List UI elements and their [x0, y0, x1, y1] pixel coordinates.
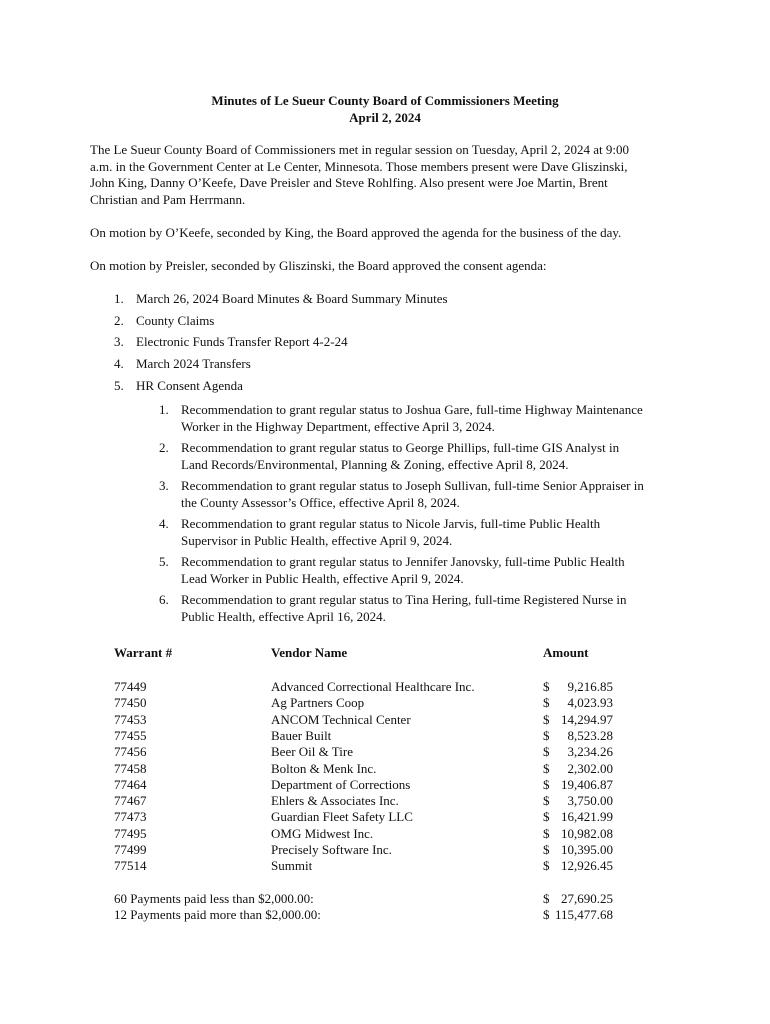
intro-line: The Le Sueur County Board of Commissioners met in regular session on Tuesday, April 2, 2024 at 9:00	[90, 142, 629, 157]
warrant-header: Warrant #	[114, 645, 173, 660]
table-row: 77453 ANCOM Technical Center $ 14,294.97	[114, 711, 613, 727]
vendor-header: Vendor Name	[271, 645, 348, 660]
list-item: 2. County Claims	[114, 312, 215, 328]
amount-header: Amount	[543, 645, 589, 660]
list-item: 3. Electronic Funds Transfer Report 4-2-24	[114, 334, 348, 350]
table-row: 77495 OMG Midwest Inc. $ 10,982.08	[114, 825, 613, 841]
consent-agenda-list	[90, 291, 690, 399]
hr-consent-list	[155, 402, 685, 630]
list-item: 3. Recommendation to grant regular status to Joseph Sullivan, full-time Senior Appraiser in the County Assessor’s Office, effective April 8, 2024.	[159, 478, 644, 510]
document-title: Minutes of Le Sueur County Board of Commissioners Meeting	[211, 93, 559, 108]
consent-motion: On motion by Preisler, seconded by Gliszinski, the Board approved the consent agenda:	[90, 258, 547, 273]
table-row: 77467 Ehlers & Associates Inc. $ 3,750.00	[114, 793, 613, 809]
table-row: 77499 Precisely Software Inc. $ 10,395.00	[114, 842, 613, 857]
list-item: 2. Recommendation to grant regular status to George Phillips, full-time GIS Analyst in Land Records/Environmental, Planning & Zoning, effective April 8, 2024.	[159, 440, 620, 472]
summary-row: 60 Payments paid less than $2,000.00: $ 27,690.25	[114, 891, 613, 906]
table-row: 77449 Advanced Correctional Healthcare Inc. $ 9,216.85	[114, 679, 613, 694]
table-row: 77464 Department of Corrections $ 19,406.87	[114, 776, 613, 792]
table-row: 77450 Ag Partners Coop $ 4,023.93	[114, 695, 613, 711]
meeting-date: April 2, 2024	[349, 110, 421, 125]
list-item: 6. Recommendation to grant regular status to Tina Hering, full-time Registered Nurse in Public Health, effective April 16, 2024.	[159, 592, 627, 624]
list-item: 5. Recommendation to grant regular status to Jennifer Janovsky, full-time Public Health Lead Worker in Public Health, effective April 9, 2024.	[159, 554, 625, 586]
list-item: 4. Recommendation to grant regular status to Nicole Jarvis, full-time Public Health Supervisor in Public Health, effective April 9, 2024.	[159, 516, 601, 548]
table-row: 77514 Summit $ 12,926.45	[114, 858, 613, 874]
intro-line: John King, Danny O’Keefe, Dave Preisler and Steve Rohlfing. Also present were Joe Martin, Brent	[90, 175, 608, 190]
intro-line: Christian and Pam Herrmann.	[90, 191, 246, 207]
table-row: 77455 Bauer Built $ 8,523.28	[114, 727, 613, 743]
table-row: 77456 Beer Oil & Tire $ 3,234.26	[114, 744, 613, 760]
list-item: 1. Recommendation to grant regular status to Joshua Gare, full-time Highway Maintenance Worker in the Highway Department, effective April 3, 2024.	[159, 402, 643, 434]
list-item: 5. HR Consent Agenda	[114, 377, 243, 393]
list-item: 1. March 26, 2024 Board Minutes & Board Summary Minutes	[114, 291, 448, 306]
intro-paragraph	[90, 142, 685, 208]
summary-row: 12 Payments paid more than $2,000.00: $ 115,477.68	[114, 907, 613, 923]
table-row: 77458 Bolton & Menk Inc. $ 2,302.00	[114, 760, 613, 776]
table-row: 77473 Guardian Fleet Safety LLC $ 16,421.99	[114, 809, 613, 825]
intro-line: a.m. in the Government Center at Le Center, Minnesota. Those members present were Dave Gliszinski,	[90, 158, 628, 174]
list-item: 4. March 2024 Transfers	[114, 356, 251, 372]
agenda-motion: On motion by O’Keefe, seconded by King, the Board approved the agenda for the business of the day.	[90, 225, 622, 240]
